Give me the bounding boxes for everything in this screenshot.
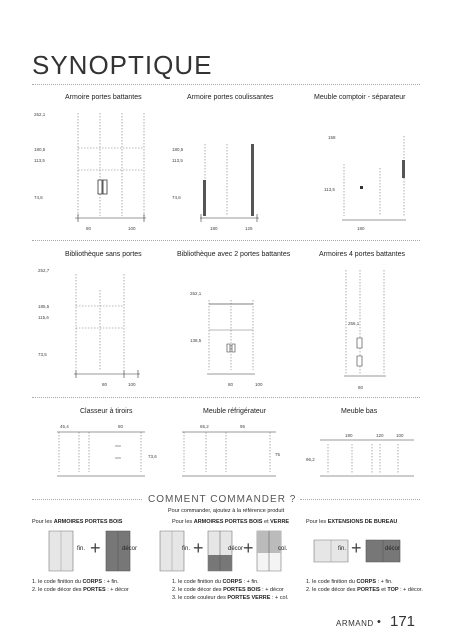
- dim-label: 95: [240, 424, 246, 429]
- dim-label: 73,6: [148, 454, 157, 459]
- fin-label: fin.: [338, 546, 347, 552]
- dim-label: 113,5: [34, 158, 45, 163]
- page-title: SYNOPTIQUE: [32, 50, 213, 80]
- classeur-tiroirs-drawing: [55, 428, 155, 482]
- dim-label: 180: [210, 226, 218, 231]
- dim-label: 100: [255, 382, 263, 387]
- dim-label: 180,5: [34, 147, 46, 152]
- armoire-battantes-title: Armoire portes battantes: [65, 94, 142, 101]
- dim-label: 113,5: [172, 158, 183, 163]
- meuble-refrigerateur-title: Meuble réfrigérateur: [203, 408, 267, 415]
- dim-label: 180: [345, 433, 353, 438]
- dim-label: 75: [275, 452, 281, 457]
- dim-label: 80: [118, 424, 124, 429]
- order-col2-label: Pour les ARMOIRES PORTES BOIS et VERRE: [172, 519, 290, 525]
- order-heading: COMMENT COMMANDER ?: [148, 494, 297, 505]
- dim-label: 80: [228, 382, 234, 387]
- armoire-coulissantes-drawing: [195, 140, 295, 228]
- order-rule-left: [32, 499, 142, 500]
- dim-label: 185,5: [38, 304, 50, 309]
- meuble-comptoir-drawing: [340, 128, 430, 228]
- fin-label: fin.: [182, 546, 191, 552]
- dim-label: 74,6: [34, 195, 43, 200]
- bibliotheque-sans-portes-drawing: [62, 270, 152, 378]
- order-col1-label: Pour les ARMOIRES PORTES BOIS: [32, 519, 123, 525]
- dim-label: 180,5: [172, 147, 184, 152]
- meuble-bas-title: Meuble bas: [341, 408, 378, 415]
- order-col1-instructions: 1. le code finition du CORPS : + fin. 2. le code décor des PORTES : + décor: [32, 579, 129, 593]
- row2-divider: [32, 397, 420, 398]
- col-label: col.: [278, 546, 288, 552]
- plus-sign: +: [243, 538, 254, 558]
- dim-label: 80: [86, 226, 92, 231]
- dim-label: 100: [396, 433, 404, 438]
- footer-bullet: •: [377, 616, 381, 628]
- brand-name: ARMAND: [336, 619, 374, 628]
- meuble-comptoir-title: Meuble comptoir - séparateur: [314, 94, 406, 101]
- decor-label: décor: [385, 546, 401, 552]
- dim-label: 113,5: [324, 187, 335, 192]
- meuble-refrigerateur-drawing: [180, 428, 280, 482]
- fin-label: fin.: [77, 546, 86, 552]
- armoires-4-portes-drawing: [340, 266, 400, 382]
- dim-label: 65,2: [200, 424, 209, 429]
- armoire-coulissantes-title: Armoire portes coulissantes: [187, 94, 274, 101]
- dim-label: 125: [245, 226, 253, 231]
- dim-label: 80: [358, 385, 364, 390]
- bibliotheque-sans-portes-title: Bibliothèque sans portes: [65, 251, 142, 258]
- order-col3-instructions: 1. le code finition du CORPS : + fin. 2. le code décor des PORTES et TOP : + décor.: [306, 579, 423, 593]
- meuble-bas-drawing: [318, 436, 418, 482]
- plus-sign: +: [193, 538, 204, 558]
- title-divider: [32, 84, 420, 85]
- plus-sign: +: [90, 538, 101, 558]
- order-rule-right: [300, 499, 420, 500]
- decor-label: décor: [122, 546, 138, 552]
- dim-label: 80: [102, 382, 108, 387]
- page-number: 171: [390, 613, 416, 630]
- dim-label: 252,7: [38, 268, 50, 273]
- dim-label: 120: [376, 433, 384, 438]
- dim-label: 73,5: [38, 352, 47, 357]
- dim-label: 138,5: [190, 338, 202, 343]
- row1-divider: [32, 240, 420, 241]
- order-col3-label: Pour les EXTENSIONS DE BUREAU: [306, 519, 398, 525]
- dim-label: 74,6: [172, 195, 181, 200]
- bibliotheque-2-portes-title: Bibliothèque avec 2 portes battantes: [177, 251, 291, 258]
- dim-label: 180: [357, 226, 365, 231]
- dim-label: 158: [328, 135, 336, 140]
- armoires-4-portes-title: Armoires 4 portes battantes: [319, 251, 405, 258]
- classeur-tiroirs-title: Classeur à tiroirs: [80, 408, 133, 415]
- dim-label: 256,1: [348, 321, 360, 326]
- order-col2-instructions: 1. le code finition du CORPS : + fin. 2. le code décor des PORTES BOIS : + décor 3. le code couleur des PORTES VERRE : + col.: [172, 579, 289, 601]
- dim-label: 262,1: [34, 112, 46, 117]
- decor-label: décor: [228, 546, 244, 552]
- plus-sign: +: [351, 538, 362, 558]
- dim-label: 262,1: [190, 291, 202, 296]
- dim-label: 100: [128, 226, 136, 231]
- dim-label: 100: [128, 382, 136, 387]
- dim-label: 96,2: [306, 457, 315, 462]
- armoire-battantes-drawing: [50, 108, 160, 228]
- dim-label: 115,6: [38, 315, 49, 320]
- bibliotheque-2-portes-drawing: [205, 270, 285, 378]
- order-subtitle: Pour commander, ajoutez à la référence produit: [168, 508, 285, 514]
- dim-label: 45,4: [60, 424, 69, 429]
